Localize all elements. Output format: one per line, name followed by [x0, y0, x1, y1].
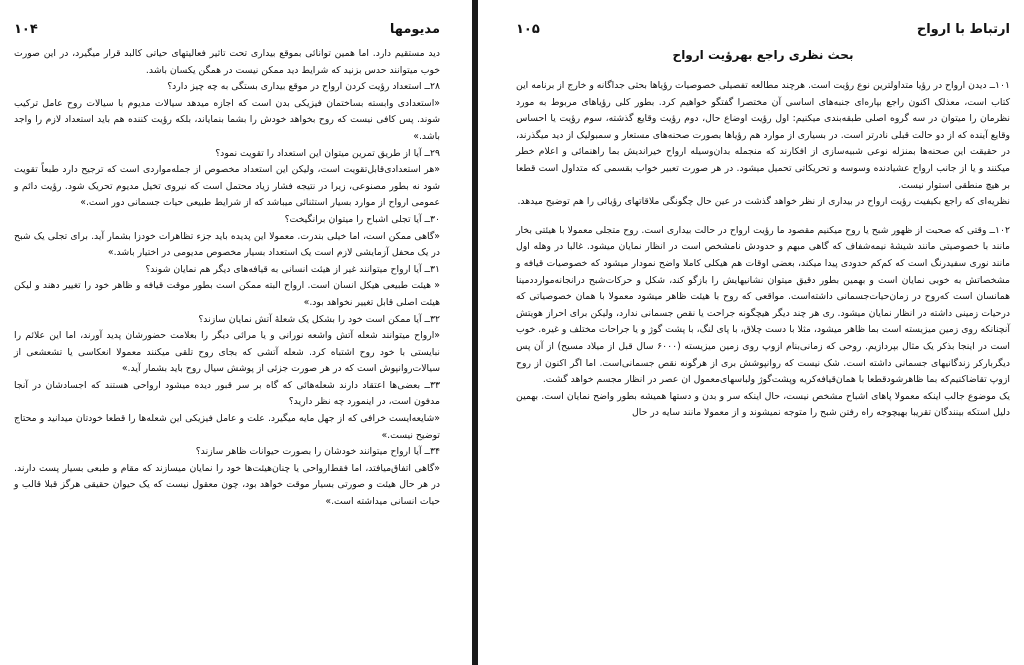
left-answer-29: «هر استعدادی‌قابل‌تقویت است، ولیکن این استعداد مخصوص از جمله‌مواردی است که ترجیح دارد طبعاً تقویت شود نه بطور مصنوعی، زیرا در نتیجه فشار زیاد محتمل است که نیروی تخیل مدیوم تحریک شود. رؤیت دائم و عمومی ارواح از موارد بسیار استثنائی میباشد که از شرایط طبیعی حیات جسمانی دور است.»	[14, 164, 440, 209]
right-page-number: ۱۰۵	[516, 22, 540, 37]
right-paragraph-101: ۱۰۱ــ دیدن ارواح در رؤیا متداولترین نوع رؤیت است. هرچند مطالعه تفصیلی خصوصیات رؤیاها بحثی جداگانه و خارج از برنامه این کتاب است، معذلک اکنون راجع بپاره‌ای جنبه‌های اساسی آن مختصرا گفتگو خواهیم کرد. بطور کلی رؤیاهای مربوط به مورد نظرمان را میتوان در سه گروه اصلی طبقه‌بندی میکنیم: اول رؤیت اوضاع حال، دوم رؤیت وقایع گذشته، سوم رؤیت یا احساس وقایع آینده که از دو حالت قبلی نادرتر است. در بسیاری از موارد هم رؤیاها بصورت صحنه‌های مستعار و سمبولیک از دید میگذرند، در حقیقت این صحنه‌ها بمنزله نوعی شبیه‌سازی از افکارند که منجمله بدان‌وسیله ارواح خیراندیش بما راهنمائی و اعلام خطر میکنند و یا از جانب ارواح عشیادنده وسوسه و تحریکاتی تحمیل میشود. در هر صورت تعبیر خواب بقسمی که متداول است قطعا بر هیچ منطقی استوار نیست.	[516, 80, 1010, 191]
left-question-33: ۳۳ــ بعضی‌ها اعتقاد دارند شعله‌هائی که گاه بر سر قبور دیده میشود ارواحی هستند که اجسادشان در آنجا مدفون است، در اینمورد چه نظر دارید؟	[14, 379, 440, 408]
right-paragraph-feet: یک موضوع جالب اینکه معمولا پاهای اشباح مشخص نیست، حال اینکه سر و بدن و دستها همیشه بطور واضح نمایان است. بهمین دلیل استکه بینندگان تقریبا بهیچوجه راه رفتن شبح را متوجه نمیشوند و از معمولا مانند سایه در حال	[516, 390, 1010, 419]
right-page	[478, 0, 1024, 665]
left-page-number: ۱۰۴	[14, 22, 38, 37]
left-running-title: مدیومها	[389, 22, 440, 37]
left-answer-31: « هیئت طبیعی هیکل انسان است. ارواح البته ممکن است بطور موقت قیافه و ظاهر خود را تغییر دهند و لیکن هیئت اصلی قابل تغییر نخواهد بود.»	[14, 280, 440, 308]
right-paragraph-note: نظریه‌ای که راجع بکیفیت رؤیت ارواح در بیداری از نظر خواهد گذشت در عین حال چگونگی ملاقاتهای رؤیائی را هم توضیح میدهد.	[517, 196, 1010, 208]
left-paragraph-1: دید مستقیم دارد. اما همین توانائی بموقع بیداری تحت تاثیر فعالیتهای حیاتی کالبد قرار میگیرد، در این صورت خوب میتوانند حدس بزنید که شرایط دید ممکن نیست در همگن یکسان باشد.	[14, 48, 440, 76]
left-answer-33: «شایعه‌ایست خرافی که از جهل مایه میگیرد. علت و عامل فیزیکی این شعله‌ها را قطعا خودتان میدانید و محتاج توضیح نیست.»	[14, 413, 440, 441]
right-running-head	[516, 22, 1010, 40]
left-question-28: ۲۸ــ استعداد رؤیت کردن ارواح در موقع بیداری بستگی به چه چیز دارد؟	[167, 81, 440, 93]
left-answer-32: «ارواح میتوانند شعله آتش واشعه نورانی و یا مرائی دیگر را بعلامت حضورشان پدید آورند، اما این علائم را نبایستی با خود روح اشتباه کرد. شعله آتشی که بجای روح تلقی میکنند معمولا انعکاسی یا تشعشعی از سیالات‌روانپوش است که در هر صورت جزئی از پوشش سیال روح باید بشمار آید.»	[14, 330, 440, 375]
right-running-title: ارتباط با ارواح	[916, 22, 1010, 37]
left-question-31: ۳۱ــ آیا ارواح میتوانند غیر از هیئت انسانی به قیافه‌های دیگر هم نمایان شوند؟	[145, 263, 440, 275]
left-question-34: ۳۴ــ آیا ارواح میتوانند خودشان را بصورت حیوانات ظاهر سازند؟	[195, 446, 440, 458]
left-question-30: ۳۰ــ آیا تجلی اشباح را میتوان برانگیخت؟	[284, 213, 440, 225]
section-title: بحث نظری راجع بهرؤیت ارواح	[672, 48, 854, 62]
right-paragraph-102: ۱۰۲ــ وقتی که صحبت از ظهور شبح یا روح میکنیم مقصود ما رؤیت ارواح در حالت بیداری است. روح متجلی معمولا با هیئتی بخار مانند با خصوصیتی مانند شیشهٔ نیمه‌شفاف که گاهی مبهم و حدودش نامشخص است در انظار نمایان میشود. غالبا در وهله اول مانند نوری سفیدرنگ است که کم‌کم حدودی پیدا میکند، بعضی اوقات هم هیکلی کاملا واضح نمودار میشود که خصوصیات قیافه و مشخصاتش به خوبی نمایان است و بهمین بطور دقیق میتوان نشانیهایش را بازگو کند، شکل و حرکات‌شبح درانجانه‌موارددمینا همانسان‌ است که‌روح در زمان‌حیات‌جسمانی داشته‌است. مواقعی که روح با هیئت ظاهر میشود معمولا با همان خصوصیاتی که درحیات زمینی داشته در انظار نمایان میشود. ری هر چند دیگر هیچگونه جراحت یا نقص جسمانی ندارد، ولیکن برای احراز هویتش آنچنانکه روی زمین میزیسته است بما ظاهر میشود، مثلا با دست چلاق، با پای لنگ، با پشت گوژ و یا جراحات مختلف و غیره. خوب است در اینجا بذکر یک مثال بپردازیم. روحی که زمانی‌بنام ازوپ روی زمین میزیسته (۶۰۰۰ سال قبل از میلاد مسیح) از آن پس ‌دیگربارکر زندگانیهای جسمانی داشته است. شک نیست که روانپوشش بری از هرگونه نقص جسمانی‌است. اما اگر اکنون از روح ازوپ تقاضاکنیم‌که بما ظاهرشود‌قطعا با همان‌قیافه‌کریه وپشت‌گوژ ولباسهای‌معمول ان عصر در انظار مجسم خواهد گشت.	[516, 224, 1010, 386]
left-answer-30: «گاهی ممکن است، اما خیلی بندرت. معمولا این پدیده باید جزء تظاهرات خودزا بشمار آید. برای تجلی یک شبح در یک محفل آزمایشی لازم است یک استعداد بسیار مخصوص مدیومی در اختیار باشد.»	[14, 230, 440, 259]
left-question-29: ۲۹ــ آیا از طریق تمرین میتوان این استعداد را تقویت نمود؟	[215, 147, 440, 159]
left-running-head	[14, 22, 440, 40]
left-question-32: ۳۲ــ آیا ممکن است خود را بشکل یک شعلهٔ آتش نمایان سازند؟	[198, 313, 440, 325]
left-answer-28: «استعدادی وابسته بساختمان فیزیکی بدن است که اجازه میدهد سیالات مدیوم با سیالات روح عامل ترکیب شوند. پس کافی نیست که روح بخواهد خودش را بشما بنمایاند، بلکه رؤیت کننده هم باید استعداد لازم را واجد باشد.»	[14, 97, 440, 142]
left-answer-34: «گاهی اتفاق‌میافتد، اما فقط‌ارواحی یا چنان‌هیئت‌ها خود را نمایان میسازند که مقام و طبعی بسیار پست دارند. در هر حال هیئت و صورتی بسیار موقت خواهد بود، چون معقول نیست که یک حیوان حقیقی هرگز قبلا قالب و حیات انسانی میداشته است.»	[14, 462, 440, 508]
left-page	[0, 0, 472, 665]
